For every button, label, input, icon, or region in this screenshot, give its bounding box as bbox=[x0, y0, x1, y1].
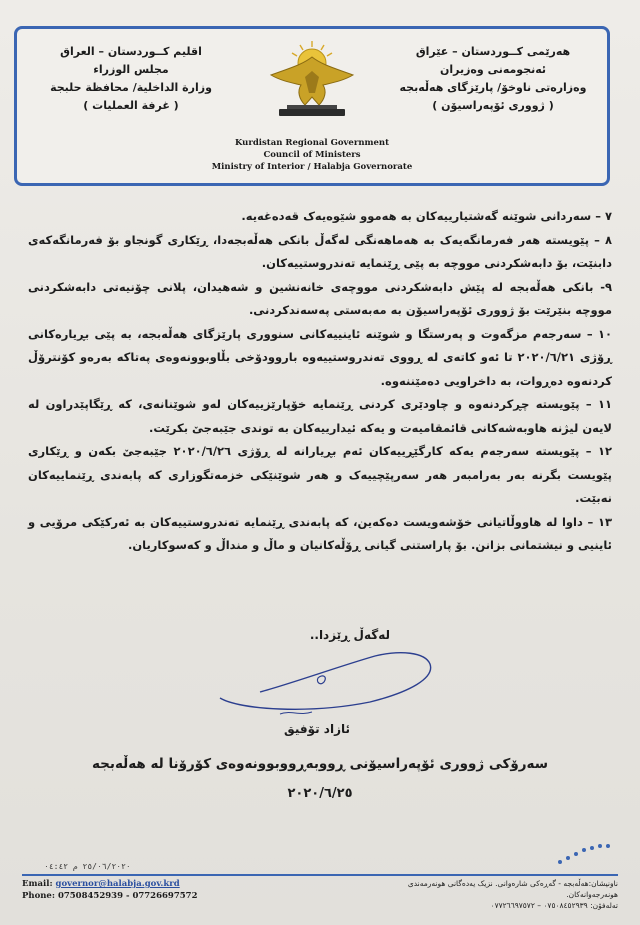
letterhead bbox=[14, 26, 610, 186]
english-line-government: Kurdistan Regional Government bbox=[234, 138, 390, 148]
signer-title: سەرۆکی ژووری ئۆپەراسیۆنی ڕووبەڕووبوونەوەی کۆرۆنا لە هەڵەبجە bbox=[92, 756, 548, 772]
address-phone-line: تەلەفۆن: ٠٧٥٠٨٤٥٢٩٣٩ – ٠٧٧٢٦٦٩٧٥٧٢ bbox=[490, 901, 618, 910]
signer-name: ئازاد تۆفیق bbox=[284, 722, 350, 736]
clause-13: ١٣ – داوا لە هاووڵاتیانی خۆشەویست دەکەین، کە پابەندی ڕێنمایە تەندروستییەکان بە ئەرکێکی مرۆیی و ئاینیی و نیشتمانی بزانن. بۆ پاراستنی گیانی ڕۆڵەکانیان و ماڵ و منداڵ و کەسوکاریان. bbox=[28, 514, 612, 552]
decorative-dots bbox=[550, 840, 620, 870]
clause-7: ٧ – سەردانی شوێنە گەشتیارییەکان بە هەموو شێوەیەک قەدەغەیە. bbox=[241, 209, 612, 223]
clause-10: ١٠ – سەرجەم مزگەوت و پەرستگا و شوێنە ئاینییەکانی سنووری پارێزگای هەڵەبجە، بە پێی بڕیارەکانی ڕۆژی ٢٠٢٠/٦/٢١ تا ئەو کاتەی لە ڕووی تەندروستییەوە باروودۆخی بڵاوبوونەوەی پەتاکە بەرەو کۆنترۆڵ کردنەوە دەڕوات، بە داخراویی دەمێننەوە. bbox=[28, 326, 612, 388]
clause-8: ٨ – پێویستە هەر فەرمانگەیەک بە هەماهەنگی لەگەڵ بانکی هەڵەبجەدا، ڕێکاری گونجاو بۆ فەرمانگەکەی دابنێت، بۆ دابەشکردنی مووچە بە پێی ڕێنمایە تەندروستییەکان. bbox=[28, 232, 612, 270]
letterhead-arabic bbox=[31, 43, 231, 115]
phone-number: 07508452939 - 07726697572 bbox=[57, 891, 198, 901]
clause-12: ١٢ – پێویستە سەرجەم یەکە کارگێڕییەکان ئەم بڕیارانە لە ڕۆژی ٢٠٢٠/٦/٢٦ جێبەجێ بکەن و ڕێکاری پێویست بگرنە بەر بەرامبەر هەر سەرپێچییەک و هەر شوێنێکی خزمەتگوزاری کە پابەندی ڕێنماییەکان نەبێت. bbox=[28, 444, 612, 505]
kurdish-line-operations: ( ژووری ئۆپەراسیۆن ) bbox=[432, 99, 554, 112]
letterhead-english bbox=[167, 137, 457, 173]
footer-divider bbox=[22, 874, 618, 876]
kurdish-line-ministry: وەزارەتی ناوخۆ/ پارێزگای هەڵەبجە bbox=[399, 81, 587, 94]
kurdistan-eagle-emblem-icon bbox=[257, 35, 367, 123]
footer-address bbox=[378, 878, 618, 911]
address-line: ناونیشان:هەڵەبجە - گەڕەکی شارەوانی. نزیک یەدەگانی هونەرمەندی هونەرجەوانەکان. bbox=[407, 879, 618, 899]
signature-date: ٢٠٢٠/٦/٢٥ bbox=[287, 786, 353, 801]
clause-9: ٩- بانکی هەڵەبجە لە پێش دابەشکردنی مووچەی خانەنشین و شەهیدان، پلانی چۆنیەتی دابەشکردنی مووچە بنێرێت بۆ ژووری ئۆپەراسیۆن بە مەبەستی پەسەندکردنی. bbox=[28, 279, 612, 317]
arabic-line-region: اقليم كــوردستان – العراق bbox=[60, 45, 202, 58]
email-link[interactable]: governor@halabja.gov.krd bbox=[55, 879, 180, 889]
footer-contact bbox=[22, 878, 242, 902]
english-line-council: Council of Ministers bbox=[263, 150, 361, 160]
email-row bbox=[22, 878, 242, 890]
english-line-ministry: Ministry of Interior / Halabja Governorate bbox=[211, 162, 413, 172]
phone-label: Phone: bbox=[22, 891, 55, 901]
kurdish-line-region: هەرێمی کــوردستان – عێراق bbox=[415, 45, 571, 58]
letterhead-kurdish bbox=[393, 43, 593, 115]
handwritten-signature bbox=[200, 640, 440, 720]
print-timestamp: ٢٥/٠٦/٢٠٢٠ م ٠٤:٤٢ bbox=[44, 862, 131, 871]
email-label: Email: bbox=[22, 879, 53, 889]
kurdish-line-council: ئەنجومەنی وەزیران bbox=[439, 63, 547, 76]
arabic-line-operations: ( غرفة العمليات ) bbox=[83, 99, 179, 112]
closing-greeting: لەگەڵ ڕێزدا.. bbox=[309, 628, 390, 642]
phone-row bbox=[22, 890, 242, 902]
letter-body bbox=[28, 205, 612, 558]
clause-11: ١١ – پێویستە چڕکردنەوە و چاودێری کردنی ڕێنمایە خۆپارێزییەکان لەو شوێنانەی، کە ڕێگاپێدراون لە لایەن لیژنە هاوبەشەکانی قائمقامیەت و یەکە ئیدارییەکان بە توندی جێبەجێ بکرێت. bbox=[28, 397, 612, 435]
arabic-line-council: مجلس الوزراء bbox=[93, 63, 169, 76]
arabic-line-ministry: وزارة الداخلية/ محافظة حلبجة bbox=[50, 81, 212, 94]
